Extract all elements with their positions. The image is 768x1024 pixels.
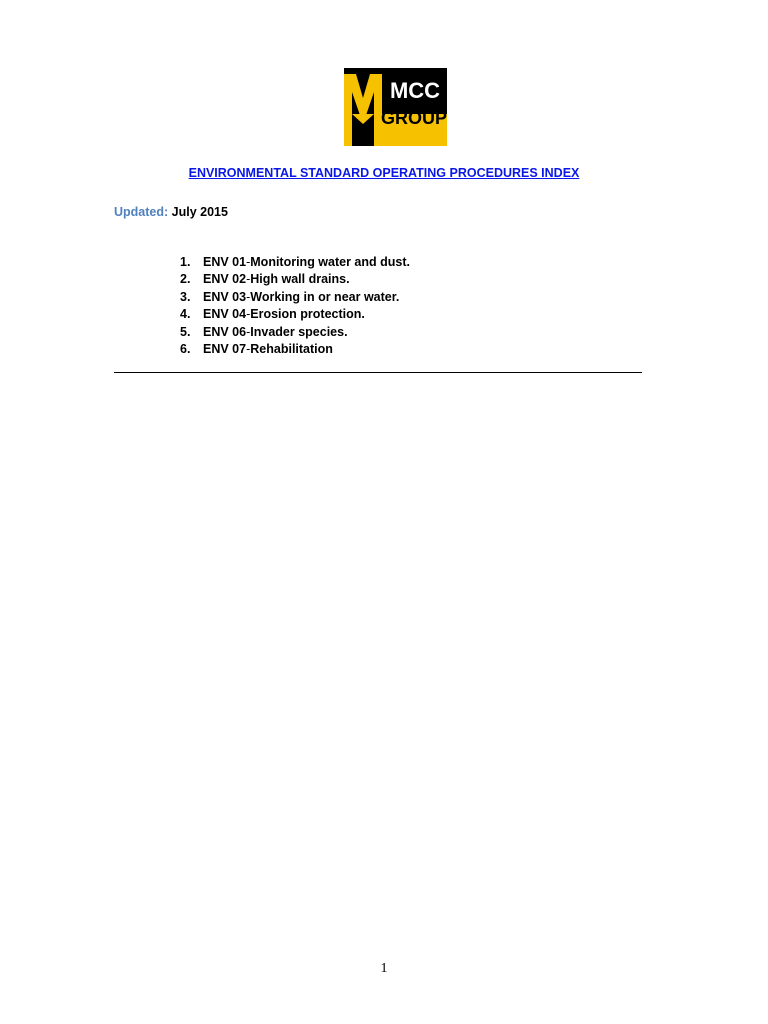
list-item-code: ENV 06: [203, 324, 247, 339]
document-title-link[interactable]: ENVIRONMENTAL STANDARD OPERATING PROCEDURES INDEX: [188, 166, 580, 180]
page-number: 1: [380, 961, 388, 976]
list-item-number: 1.: [180, 255, 191, 269]
list-item-description: Working in or near water.: [250, 289, 400, 304]
list-item: [180, 271, 410, 288]
list-item-code: ENV 04: [203, 307, 247, 322]
list-item-code: ENV 01: [203, 255, 247, 269]
list-item-number: 6.: [180, 342, 191, 357]
list-item: [180, 254, 410, 271]
list-item-separator: -: [246, 324, 251, 339]
horizontal-divider: [114, 372, 642, 373]
list-item-code: ENV 02: [203, 272, 247, 287]
list-item-separator: -: [246, 289, 251, 304]
updated-line: [114, 203, 228, 221]
updated-value: July 2015: [171, 205, 228, 219]
list-item-number: 3.: [180, 289, 191, 304]
updated-label: Updated:: [114, 205, 169, 219]
list-item-number: 2.: [180, 272, 191, 287]
list-item-number: 5.: [180, 324, 191, 339]
list-item-separator: -: [246, 342, 251, 357]
list-item: [180, 341, 410, 358]
list-item-description: High wall drains.: [250, 272, 350, 287]
list-item-description: Erosion protection.: [250, 307, 365, 322]
list-item-number: 4.: [180, 307, 191, 322]
sop-index-list: [180, 254, 410, 358]
list-item-description: Rehabilitation: [250, 342, 333, 357]
list-item-separator: -: [246, 272, 251, 287]
list-item: [180, 289, 410, 306]
list-item-separator: -: [246, 255, 251, 269]
list-item: [180, 324, 410, 341]
document-title: [0, 164, 768, 182]
logo-text-line2: GROUP: [380, 108, 447, 128]
mcc-group-logo: [344, 68, 447, 146]
list-item-description: Invader species.: [250, 324, 348, 339]
logo-text-line1: MCC: [389, 78, 441, 103]
list-item-separator: -: [246, 307, 251, 322]
list-item-description: Monitoring water and dust.: [250, 255, 410, 269]
list-item-code: ENV 07: [203, 342, 247, 357]
list-item: [180, 306, 410, 323]
list-item-code: ENV 03: [203, 289, 247, 304]
